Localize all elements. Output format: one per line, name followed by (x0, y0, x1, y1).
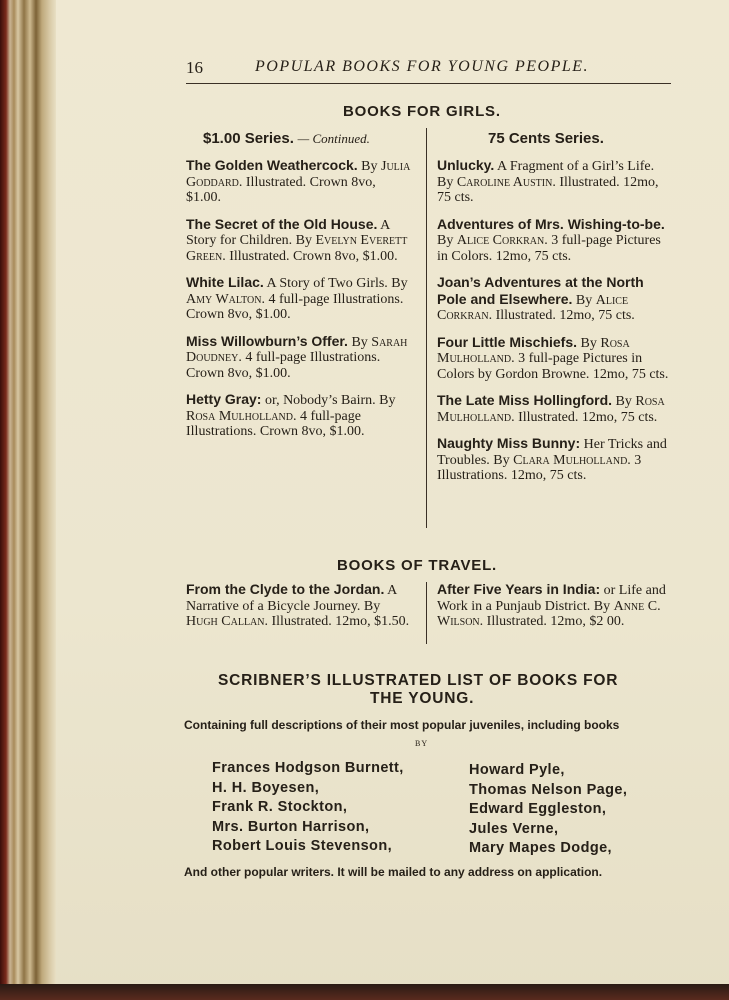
book-title: The Late Miss Hollingford. (437, 392, 613, 408)
book-desc: A Narrative of a Bicycle Journey. By (186, 583, 397, 614)
travel-left (186, 582, 414, 630)
travel-right (437, 582, 669, 630)
book-author: Sarah Doudney. (186, 334, 408, 365)
book-title: After Five Years in India: (437, 581, 601, 597)
book-entry (437, 275, 669, 324)
book-details: Illustrated. Crown 8vo, $1.00. (186, 174, 376, 205)
book-details: Illustrated. 12mo, 75 cts. (514, 409, 658, 425)
author-name: Robert Louis Stevenson, (212, 838, 392, 854)
author-name: Frank R. Stockton, (212, 799, 348, 815)
author-name: Edward Eggleston, (469, 801, 607, 817)
author-name: Thomas Nelson Page, (469, 781, 628, 798)
author-name: H. H. Boyesen, (212, 779, 320, 796)
book-details: 3 full-page Pictures in Colors. 12mo, 75 cts. (437, 233, 661, 264)
book-entry (437, 436, 669, 484)
authors-right (469, 761, 627, 859)
author-name: Mary Mapes Dodge, (469, 840, 612, 856)
scribner-heading-line2: THE YOUNG. (370, 690, 475, 707)
book-entry (437, 217, 669, 265)
book-title: White Lilac. (186, 274, 264, 290)
author-name: Mrs. Burton Harrison, (212, 818, 370, 835)
travel-divider (426, 582, 427, 644)
book-title: Miss Willowburn’s Offer. (186, 332, 348, 349)
book-entry (437, 335, 669, 383)
book-author: Rosa Mulholland. (437, 335, 630, 366)
series-name: $1.00 Series. (203, 130, 294, 147)
book-details: Illustrated. 12mo, 75 cts. (492, 308, 635, 323)
column-divider (426, 128, 427, 528)
book-desc: By (357, 159, 382, 174)
book-desc: A Story of Two Girls. By (263, 276, 408, 291)
book-entry (437, 158, 669, 206)
book-spine (0, 0, 56, 1000)
book-details: 4 full-page Illustrations. Crown 8vo, $1.00. (186, 408, 365, 439)
book-title: Four Little Mischiefs. (437, 333, 578, 350)
author-name: Frances Hodgson Burnett, (212, 760, 404, 776)
book-details: 4 full-page Illustrations. Crown 8vo, $1.00. (186, 350, 381, 381)
book-title: Unlucky. (437, 157, 495, 173)
page-number: 16 (186, 58, 203, 77)
book-details: 4 full-page Illustrations. Crown 8vo, $1.00. (186, 291, 404, 322)
scribner-heading-line1: SCRIBNER’S ILLUSTRATED LIST OF BOOKS FOR (218, 672, 619, 689)
book-entry (186, 217, 414, 265)
heading-books-for-girls: BOOKS FOR GIRLS. (343, 103, 501, 120)
book-author: Amy Walton. (186, 291, 265, 307)
book-author: Evelyn Everett Green. (186, 233, 408, 264)
book-details: 3 Illustrations. 12mo, 75 cts. (437, 452, 642, 483)
book-title: Naughty Miss Bunny: (437, 435, 581, 451)
book-author: Rosa Mulholland. (437, 394, 665, 425)
book-title: Joan’s Adventures at the North Pole and Elsewhere. (437, 274, 644, 307)
running-title: POPULAR BOOKS FOR YOUNG PEOPLE. (255, 58, 590, 75)
book-desc: By (572, 292, 596, 308)
header-rule (186, 83, 671, 84)
book-title: Hetty Gray: (186, 391, 262, 407)
book-author: Hugh Callan. (186, 614, 268, 629)
book-author: Julia Goddard. (186, 159, 411, 190)
book-author: Clara Mulholland. (513, 452, 631, 468)
book-desc: or, Nobody’s Bairn. By (261, 393, 396, 408)
book-author: Anne C. Wilson. (437, 598, 661, 629)
book-desc: By (577, 335, 601, 351)
book-author: Alice Corkran. (437, 292, 629, 323)
book-details: Illustrated. 12mo, $2 00. (483, 614, 625, 629)
right-entries (437, 158, 669, 495)
book-title: Adventures of Mrs. Wishing-to-be. (437, 215, 665, 232)
book-desc: By (437, 233, 457, 248)
series-continued: — Continued. (297, 131, 370, 146)
book-entry (186, 158, 414, 206)
author-name: Howard Pyle, (469, 762, 565, 778)
series-heading-left (203, 130, 370, 148)
by-label: BY (415, 739, 429, 748)
book-desc: By (347, 334, 372, 350)
book-title: From the Clyde to the Jordan. (186, 581, 385, 597)
authors-left (212, 759, 404, 857)
book-desc: A Fragment of a Girl’s Life. By (437, 159, 655, 190)
book-details: Illustrated. Crown 8vo, $1.00. (225, 248, 398, 264)
book-details: Illustrated. 12mo, $1.50. (268, 614, 410, 629)
book-entry (186, 392, 414, 440)
book-title: The Secret of the Old House. (186, 215, 378, 232)
book-title: The Golden Weathercock. (186, 157, 358, 173)
series-heading-right: 75 Cents Series. (488, 130, 604, 147)
heading-books-of-travel: BOOKS OF TRAVEL. (337, 557, 498, 574)
book-entry (186, 582, 414, 630)
author-name: Jules Verne, (469, 820, 559, 837)
containing-line: Containing full descriptions of their most popular juveniles, including books (184, 718, 620, 732)
page-bottom-edge (0, 984, 729, 1000)
book-entry (437, 582, 669, 630)
book-details: Illustrated. 12mo, 75 cts. (437, 174, 659, 205)
book-desc: A Story for Children. By (186, 217, 390, 248)
book-details: 3 full-page Pictures in Colors by Gordon Browne. 12mo, 75 cts. (437, 351, 669, 382)
book-author: Rosa Mulholland. (186, 408, 297, 424)
book-author: Alice Corkran. (456, 233, 548, 248)
book-entry (186, 275, 414, 323)
book-entry (437, 393, 669, 425)
left-entries (186, 158, 414, 451)
book-entry (186, 334, 414, 382)
book-desc: Her Tricks and Troubles. By (437, 437, 667, 468)
book-desc: or Life and Work in a Punjaub District. By (437, 583, 666, 614)
book-author: Caroline Austin. (456, 174, 556, 190)
footer-line: And other popular writers. It will be mailed to any address on application. (184, 865, 603, 879)
book-desc: By (612, 394, 636, 409)
